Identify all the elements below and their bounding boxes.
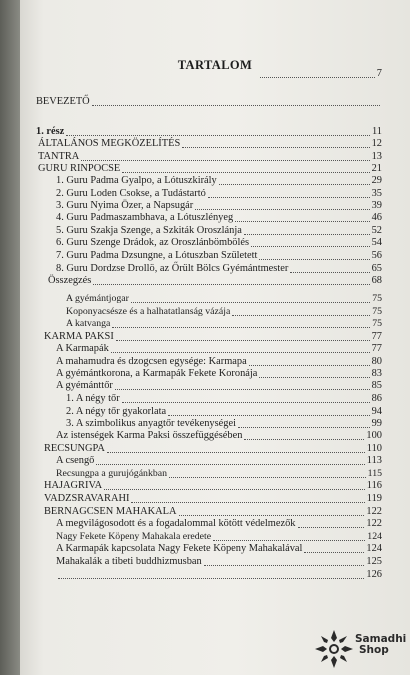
toc-entry <box>56 200 382 212</box>
dot-leader <box>169 477 366 478</box>
dot-leader <box>112 327 370 328</box>
toc-entry-label: Az istenségek Karma Paksi összefüggésében <box>56 430 243 441</box>
toc-entry <box>66 293 382 305</box>
toc-entry-page-number: 65 <box>371 263 382 274</box>
toc-entry-page-number: 52 <box>371 225 382 236</box>
toc-entry <box>66 318 382 330</box>
toc-entry-label: Mahakalák a tibeti buddhizmusban <box>56 556 202 567</box>
logo-line-2: Shop <box>359 644 389 656</box>
toc-entry <box>44 506 382 518</box>
toc-entry-page-number: 113 <box>366 455 382 466</box>
toc-entry <box>36 126 382 138</box>
toc-entry-page-number: 124 <box>366 543 382 554</box>
dot-leader <box>104 489 365 490</box>
toc-entry-label: Recsungpa a gurujógánkban <box>56 468 167 479</box>
dot-leader <box>244 234 370 235</box>
dot-leader <box>168 415 369 416</box>
toc-entry <box>66 306 382 318</box>
toc-entry-page-number: 122 <box>366 506 382 517</box>
toc-entry-label: BERNAGCSEN MAHAKALA <box>44 506 177 517</box>
dot-leader <box>58 578 364 579</box>
toc-entry-label: A Karmapák kapcsolata Nagy Fekete Köpeny Mahakalával <box>56 543 303 554</box>
toc-entry <box>56 556 382 568</box>
dorje-emblem-icon <box>313 628 355 670</box>
toc-entry-page-number: 125 <box>366 556 382 567</box>
dot-leader <box>298 527 365 528</box>
toc-entry-page-number: 77 <box>371 343 382 354</box>
dot-leader <box>219 184 370 185</box>
dot-leader <box>304 552 364 553</box>
dot-leader <box>96 464 364 465</box>
toc-entry <box>56 368 382 380</box>
dot-leader <box>259 259 369 260</box>
toc-entry <box>56 468 382 480</box>
toc-entry-page-number: 13 <box>371 151 382 162</box>
toc-entry <box>56 263 382 275</box>
dot-leader <box>232 315 370 316</box>
toc-entry-page-number: 11 <box>371 126 382 137</box>
toc-entry-label: 6. Guru Szenge Drádok, az Oroszlánbömbölés <box>56 237 250 248</box>
toc-entry-page-number: 116 <box>366 480 382 491</box>
toc-entry-page-number: 85 <box>371 380 382 391</box>
toc-entry-label: 2. A négy tőr gyakorlata <box>66 406 167 417</box>
toc-entry <box>56 430 382 442</box>
toc-entry-label: 1. rész <box>36 126 65 137</box>
dot-leader <box>115 389 370 390</box>
toc-entry <box>44 480 382 492</box>
dot-leader <box>251 246 370 247</box>
toc-entry-page-number: 126 <box>366 569 382 580</box>
dot-leader <box>131 302 370 303</box>
toc-entry-label: ÁLTALÁNOS MEGKÖZELÍTÉS <box>38 138 181 149</box>
toc-entry <box>56 380 382 392</box>
toc-entry-label: Nagy Fekete Köpeny Mahakala eredete <box>56 531 212 542</box>
shop-logo <box>313 626 407 672</box>
toc-entry-label: 8. Guru Dordzse Drollö, az Őrült Bölcs Gyémántmester <box>56 263 289 274</box>
dot-leader <box>290 272 369 273</box>
logo-line-1: Samadhi <box>355 633 407 645</box>
toc-entry <box>66 393 382 405</box>
toc-entry <box>56 343 382 355</box>
dot-leader <box>111 352 370 353</box>
toc-entry-page-number: 100 <box>366 430 382 441</box>
dot-leader <box>66 135 370 136</box>
dot-leader <box>244 439 364 440</box>
toc-entry-label: 7. Guru Padma Dzsungne, a Lótuszban Született <box>56 250 258 261</box>
toc-entry <box>44 493 382 505</box>
toc-entry-page-number: 124 <box>367 531 382 542</box>
dot-leader <box>259 377 369 378</box>
toc-entry-page-number: 46 <box>371 212 382 223</box>
toc-entry-page-number: 75 <box>372 293 382 304</box>
dot-leader <box>131 502 364 503</box>
toc-entry <box>56 455 382 467</box>
toc-entry <box>56 569 382 581</box>
page-title: TARTALOM <box>177 58 253 72</box>
toc-entry <box>56 237 382 249</box>
toc-entry <box>66 418 382 430</box>
toc-entry-page-number: 115 <box>367 468 382 479</box>
toc-entry-label: A gyémántkorona, a Karmapák Fekete Koronája <box>56 368 258 379</box>
dot-leader <box>208 197 370 198</box>
toc-entry-label: 1. A négy tőr <box>66 393 120 404</box>
toc-entry-label: 5. Guru Szakja Szenge, a Szkiták Oroszlánja <box>56 225 242 236</box>
toc-entry-page-number: 122 <box>366 518 382 529</box>
toc-entry <box>38 163 382 175</box>
toc-entry <box>38 138 382 150</box>
toc-entry-label: A csengő <box>56 455 95 466</box>
toc-entry-page-number: 110 <box>366 443 382 454</box>
toc-entry-page-number: 35 <box>371 188 382 199</box>
toc-entry-page-number: 7 <box>376 68 382 79</box>
book-spine <box>0 0 20 675</box>
toc-entry-label: BEVEZETŐ <box>36 96 90 107</box>
toc-entry-label: 3. A szimbolikus anyagtőr tevékenységei <box>66 418 236 429</box>
toc-entry <box>38 151 382 163</box>
dot-leader <box>238 427 370 428</box>
toc-entry <box>56 225 382 237</box>
toc-entry <box>56 250 382 262</box>
toc-entry-page-number: 75 <box>372 306 382 317</box>
toc-entry-label: HAJAGRIVA <box>44 480 103 491</box>
toc-entry-page-number: 68 <box>371 275 382 286</box>
toc-entry <box>36 96 382 108</box>
dot-leader <box>81 160 369 161</box>
dot-leader <box>122 402 370 403</box>
toc-entry-page-number: 56 <box>371 250 382 261</box>
toc-entry-label: TANTRA <box>38 151 80 162</box>
table-of-contents <box>20 0 410 675</box>
dot-leader <box>93 284 369 285</box>
toc-entry <box>44 443 382 455</box>
toc-entry-page-number: 75 <box>372 318 382 329</box>
toc-entry-label: A megvilágosodott és a fogadalommal kötött védelmezők <box>56 518 296 529</box>
dot-leader <box>116 340 370 341</box>
toc-entry-page-number: 21 <box>371 163 382 174</box>
page-content <box>20 0 410 675</box>
toc-entry-label: A mahamudra és dzogcsen egysége: Karmapa <box>56 356 247 367</box>
toc-entry-label: A gyémánttőr <box>56 380 113 391</box>
toc-entry-page-number: 29 <box>371 175 382 186</box>
dot-leader <box>107 452 365 453</box>
toc-entry <box>56 188 382 200</box>
dot-leader <box>213 540 365 541</box>
toc-entry <box>56 518 382 530</box>
toc-entry-page-number: 83 <box>371 368 382 379</box>
toc-entry-page-number: 39 <box>371 200 382 211</box>
toc-entry-label: GURU RINPOCSE <box>38 163 121 174</box>
toc-entry-page-number: 80 <box>371 356 382 367</box>
dot-leader <box>182 147 369 148</box>
toc-entry-label: 4. Guru Padmaszambhava, a Lótuszlényeg <box>56 212 234 223</box>
toc-entry <box>56 175 382 187</box>
dot-leader <box>195 209 369 210</box>
toc-entry-label: Koponyacsésze és a halhatatlanság vázája <box>66 306 231 317</box>
toc-entry <box>56 212 382 224</box>
dot-leader <box>122 172 369 173</box>
toc-entry <box>44 331 382 343</box>
toc-entry <box>66 406 382 418</box>
toc-entry-label: 2. Guru Loden Csokse, a Tudástartó <box>56 188 206 199</box>
toc-entry-page-number: 99 <box>371 418 382 429</box>
toc-entry-label: VADZSRAVARAHI <box>44 493 130 504</box>
toc-entry <box>56 543 382 555</box>
toc-entry-label: 1. Guru Padma Gyalpo, a Lótuszkirály <box>56 175 217 186</box>
dot-leader <box>249 365 370 366</box>
toc-entry-page-number: 54 <box>371 237 382 248</box>
toc-entry-page-number: 86 <box>371 393 382 404</box>
toc-entry-label: A gyémántjogar <box>66 293 129 304</box>
toc-entry-label: A katvanga <box>66 318 111 329</box>
toc-entry <box>56 531 382 543</box>
toc-entry-page-number: 77 <box>371 331 382 342</box>
toc-entry-page-number: 12 <box>371 138 382 149</box>
toc-entry-label: 3. Guru Nyima Özer, a Napsugár <box>56 200 194 211</box>
toc-entry-label: KARMA PAKSI <box>44 331 114 342</box>
toc-entry-label: Összegzés <box>48 275 92 286</box>
dot-leader <box>260 77 375 78</box>
toc-entry-label: RECSUNGPA <box>44 443 105 454</box>
dot-leader <box>92 105 380 106</box>
dot-leader <box>204 565 365 566</box>
toc-entry <box>56 356 382 368</box>
toc-entry-page-number: 119 <box>366 493 382 504</box>
toc-entry <box>48 275 382 287</box>
toc-entry-page-number: 94 <box>371 406 382 417</box>
book-page <box>20 0 410 675</box>
toc-entry <box>258 68 382 80</box>
dot-leader <box>235 221 369 222</box>
logo-text <box>355 634 406 656</box>
dot-leader <box>179 515 365 516</box>
toc-entry-label: A Karmapák <box>56 343 109 354</box>
